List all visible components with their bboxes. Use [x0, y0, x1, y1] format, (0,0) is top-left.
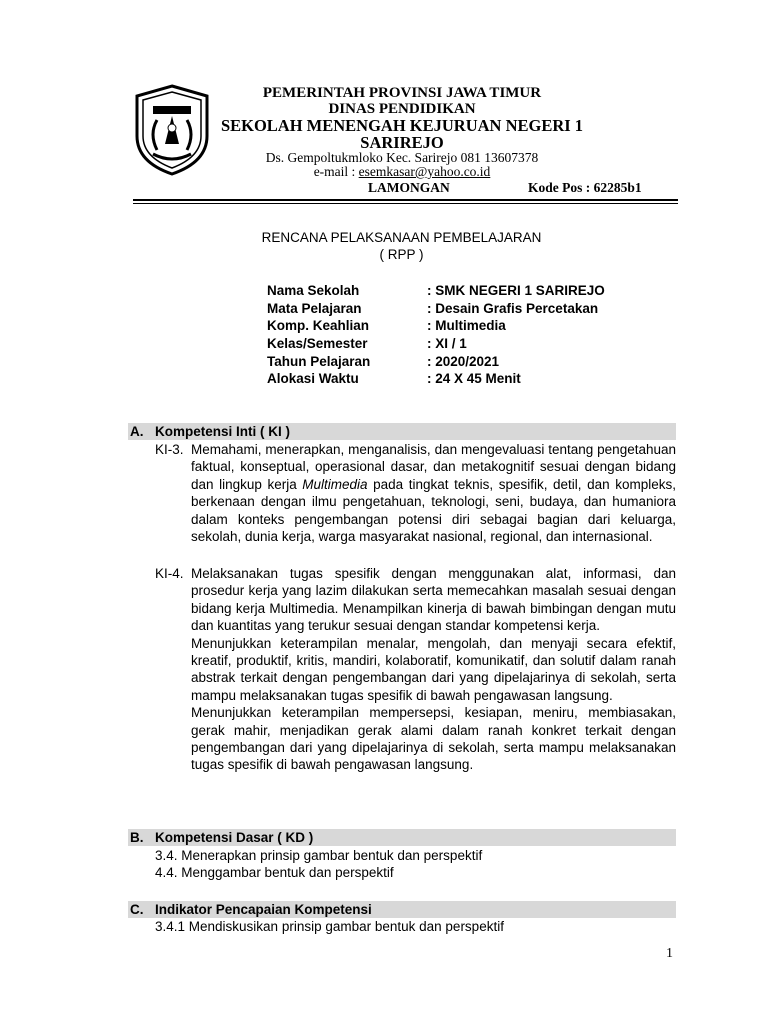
info-table [267, 282, 605, 388]
info-label: Tahun Pelajaran [267, 353, 371, 369]
section-b-header [128, 829, 676, 846]
east-java-province-logo [135, 84, 209, 176]
ki-text: Menunjukkan keterampilan menalar, mengolah, dan menyaji secara efektif, kreatif, produktif, kritis, mandiri, kolaboratif, komunikatif, dan solutif dalam ranah abstrak terkait dengan pengembangan dari yang dipelajarinya di sekolah, serta mampu melaksanakan tugas spesifik di bawah pengawasan langsung. [191, 635, 676, 703]
postal-code: Kode Pos : 62285b1 [528, 180, 642, 195]
section-letter: C. [130, 902, 144, 917]
ki-text: Menunjukkan keterampilan mempersepsi, kesiapan, meniru, membiasakan, gerak mahir, menjadikan gerak alami dalam ranah konkret terkait dengan pengembangan dari yang dipelajarinya di sekolah, serta mampu melaksanakan tugas spesifik di bawah pengawasan langsung. [191, 705, 676, 773]
section-c-header [128, 901, 676, 918]
ki-3 [155, 441, 676, 545]
info-label: Nama Sekolah [267, 283, 360, 298]
info-row [267, 335, 605, 353]
ki-code: KI-4. [155, 566, 184, 581]
info-label: Alokasi Waktu [267, 371, 359, 387]
ipk-item: 3.4.1 Mendiskusikan prinsip gambar bentuk dan perspektif [155, 919, 504, 934]
info-label: Mata Pelajaran [267, 300, 362, 316]
info-label: Kelas/Semester [267, 336, 368, 352]
info-row [267, 300, 605, 318]
ki-text: Melaksanakan tugas spesifik dengan menggunakan alat, informasi, dan prosedur kerja yang lazim dilakukan serta memecahkan masalah sesuai dengan bidang kerja Multimedia. Menampilkan kinerja di bawah bimbingan dengan mutu dan kuantitas yang terukur sesuai dengan standar kompetensi kerja. [191, 566, 676, 634]
section-title: Indikator Pencapaian Kompetensi [155, 902, 372, 917]
kd-item: 3.4. Menerapkan prinsip gambar bentuk dan perspektif [155, 848, 483, 863]
email-link[interactable]: esemkasar@yahoo.co.id [358, 164, 491, 179]
section-letter: A. [130, 424, 144, 439]
info-row [267, 370, 605, 388]
section-title: Kompetensi Inti ( KI ) [155, 424, 290, 439]
email-prefix: e-mail : [313, 164, 359, 179]
section-title: Kompetensi Dasar ( KD ) [155, 830, 314, 845]
info-value: : Desain Grafis Percetakan [427, 300, 599, 316]
govt-name: PEMERINTAH PROVINSI JAWA TIMUR [262, 85, 542, 101]
school-address: Ds. Gempoltukmloko Kec. Sarirejo 081 13607378 [265, 150, 539, 165]
info-label: Komp. Keahlian [267, 318, 370, 334]
info-row [267, 353, 605, 371]
kd-item: 4.4. Menggambar bentuk dan perspektif [155, 865, 394, 880]
ki-text [191, 441, 676, 545]
letterhead-rule-thick [133, 199, 678, 201]
section-letter: B. [130, 830, 144, 845]
info-value: : 2020/2021 [427, 353, 500, 369]
school-name-cont: SARIREJO [360, 133, 444, 152]
department-name: DINAS PENDIDIKAN [328, 101, 476, 117]
ki-text-part: Memahami, menerapkan, menganalisis, dan mengevaluasi tentang pengetahuan faktual, konseptual, operasional dasar, dan metakognitif sesuai dengan bidang dan lingkup kerja [191, 442, 676, 492]
section-a-header [128, 423, 676, 440]
page-number: 1 [666, 946, 673, 961]
letterhead-rule-thin [133, 203, 678, 204]
school-name: SEKOLAH MENENGAH KEJURUAN NEGERI 1 [220, 116, 584, 135]
email-line [218, 164, 586, 180]
ki-4 [155, 565, 676, 774]
document-subtitle: ( RPP ) [379, 247, 424, 262]
ki-code: KI-3. [155, 442, 184, 457]
ki-text-part: pada tingkat teknis, spesifik, detil, dan kompleks, berkenaan dengan ilmu pengetahuan, teknologi, seni, budaya, dan humaniora dalam konteks pengembangan potensi diri sebagai bagian dari keluarga, sekolah, dunia kerja, warga masyarakat nasional, regional, dan internasional. [191, 476, 676, 545]
info-value: : SMK NEGERI 1 SARIREJO [427, 283, 605, 298]
document-title: RENCANA PELAKSANAAN PEMBELAJARAN [261, 230, 542, 245]
ki-text-italic: Multimedia [302, 476, 368, 492]
info-row [267, 282, 605, 300]
info-value: : XI / 1 [427, 336, 467, 352]
info-value: : 24 X 45 Menit [427, 371, 521, 387]
city: LAMONGAN [368, 180, 450, 195]
info-value: : Multimedia [427, 318, 506, 334]
info-row [267, 317, 605, 335]
